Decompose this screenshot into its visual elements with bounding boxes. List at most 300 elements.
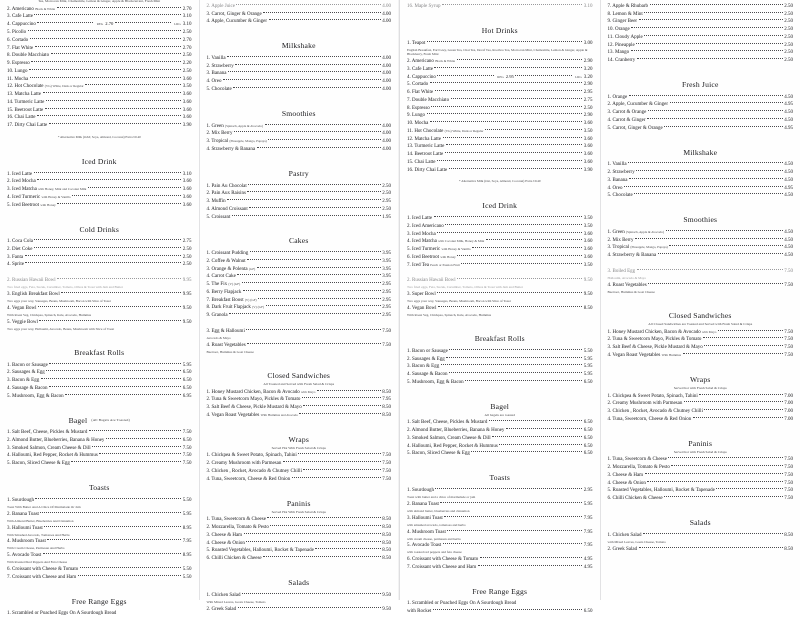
menu-item-row xyxy=(207,146,392,153)
menu-item-name: 5. Croissant xyxy=(207,215,231,221)
leader-dots xyxy=(51,51,182,55)
menu-item-name: 11. Cloudy Apple xyxy=(608,35,643,41)
menu-item-name: 6. Flat White xyxy=(407,90,433,96)
leader-dots xyxy=(30,35,182,39)
menu-item-name: 1. Iced Latte xyxy=(407,216,432,222)
menu-item-name: 2. Sausages & Egg xyxy=(407,357,445,363)
menu-item-price: 3.60 xyxy=(584,144,593,150)
menu-item-name: 15. Beetroot Latte xyxy=(7,108,43,114)
leader-dots xyxy=(57,4,182,8)
menu-item-name: 2. Iced Mocha xyxy=(7,179,36,185)
menu-item-name: 2. Americano Black & White xyxy=(407,59,455,65)
menu-item-name: 2. Strawberry xyxy=(207,64,234,70)
leader-dots xyxy=(427,111,583,115)
menu-item-price: 4.50 xyxy=(784,110,793,116)
menu-item-row xyxy=(7,305,192,312)
leader-dots xyxy=(65,391,181,395)
leader-dots xyxy=(34,169,182,173)
menu-item-name: 3. Egg & Halloumi xyxy=(207,329,245,335)
menu-item-price: 5.95 xyxy=(584,364,593,370)
menu-item-description: Toast With Butter And A Chice Of Marmalade Or Jam xyxy=(7,505,192,510)
menu-item-description: with roasted red peppers and feta cheese xyxy=(407,550,593,555)
menu-item-name: 7. Apple & Rhubarb xyxy=(608,4,649,10)
menu-item-name: 16. Chai Latte xyxy=(7,115,35,121)
menu-item-qualifier: (VG) White, Dark or Regular xyxy=(445,129,484,133)
leader-dots xyxy=(437,157,582,161)
menu-item-name: 4. Cheese & Onion xyxy=(608,481,646,487)
menu-item-row xyxy=(7,278,192,285)
menu-item-name: 7. Iced Tea Peach or Passion Fruit xyxy=(407,263,460,269)
menu-item-qualifier: with Honey, Mint and Coconut Milk xyxy=(38,187,86,191)
section-spacer xyxy=(7,210,192,217)
section-heading: Paninis xyxy=(207,500,392,508)
section-heading: Iced Drink xyxy=(407,202,593,210)
menu-item-name: 4. Tuna, Sweetcorn, Cheese & Red Onion xyxy=(608,417,692,423)
menu-item-price: 7.95 xyxy=(584,543,593,549)
menu-item-price: 2.50 xyxy=(183,255,192,261)
section-heading: Breakfast Rolls xyxy=(407,335,593,343)
menu-item-name: 4. Iced Matcha with Coconut Milk, Honey & Mint xyxy=(407,239,484,245)
menu-item-qualifier: with Honey xyxy=(440,255,455,259)
section-footnote: * Alternative Milk (Oat, Soya, Almond, Coconut) Extra £0.40 xyxy=(407,179,593,183)
menu-item-price: 4.00 xyxy=(382,131,391,137)
menu-item-price: 2.50 xyxy=(183,69,192,75)
menu-item-name: 1. Honey Mustard Chicken, Bacon & Avocado with Mayo xyxy=(207,390,316,396)
leader-dots xyxy=(645,470,783,474)
leader-dots xyxy=(437,229,582,233)
menu-item-price: 3.60 xyxy=(183,108,192,114)
menu-item-name: 1. Green (Spinach, Apple & Avocado) xyxy=(608,230,665,236)
menu-item-name: 16. Maple Syrup xyxy=(407,4,440,10)
menu-item-row xyxy=(207,86,392,93)
leader-dots xyxy=(303,402,380,406)
menu-item-price: 2.95 xyxy=(584,488,593,494)
menu-item-price: 8.50 xyxy=(784,547,793,553)
menu-item-price: 7.50 xyxy=(784,330,793,336)
menu-item-price: 4.95 xyxy=(784,126,793,132)
leader-dots xyxy=(31,58,181,62)
leader-dots xyxy=(25,260,181,264)
menu-item-price: 7.50 xyxy=(784,481,793,487)
section-heading: Bagel (All Bagels Are Toasted) xyxy=(7,417,192,425)
menu-item-description: Two fried eggs, Feta, Sucuk, Cucumber, Tomato, Olives & Toast with Jam and Butter xyxy=(7,285,192,290)
menu-item-price: 4.50 xyxy=(784,162,793,168)
menu-item-name: 1. Sourdough xyxy=(407,488,434,494)
menu-item-qualifier: With Hummus xyxy=(662,353,681,357)
section-spacer xyxy=(608,503,794,510)
menu-item-qualifier: with Honey xyxy=(40,203,55,207)
menu-item-price: 2.95 xyxy=(382,282,391,288)
menu-item-description: With Mixed Leaves, Goats Cheese, Tomato xyxy=(207,600,392,605)
leader-dots xyxy=(44,523,181,527)
menu-item-row xyxy=(207,476,392,483)
leader-dots xyxy=(446,354,582,358)
section-heading: Toasts xyxy=(407,474,593,482)
section-spacer xyxy=(407,616,593,623)
menu-item-price: 4.95 xyxy=(784,186,793,192)
leader-dots xyxy=(435,485,582,489)
menu-item-price: 4.50 xyxy=(784,118,793,124)
section-spacer xyxy=(407,11,593,18)
menu-item-name: 2. Apple, Cucumber & Ginger xyxy=(608,102,669,108)
menu-item-name: 9. Espresso xyxy=(7,61,30,67)
menu-item-price: 3.50 xyxy=(584,129,593,135)
leader-dots xyxy=(248,181,380,185)
section-spacer xyxy=(407,572,593,579)
menu-item-description: With Roast Veg, Chickpea, Spinach, Kale, Avocado, Hummus xyxy=(7,313,192,318)
menu-item-name: 6. Chilli Chicken & Cheese xyxy=(207,556,262,562)
menu-item-price: 3.90 xyxy=(584,168,593,174)
leader-dots xyxy=(647,478,782,482)
menu-item-name: 2. Creamy Mushroom with Parmesan xyxy=(207,461,282,467)
menu-item-row xyxy=(207,555,392,562)
menu-item-price: 6.50 xyxy=(584,609,593,615)
menu-item-price: 2.90 xyxy=(584,113,593,119)
leader-dots xyxy=(635,235,783,239)
menu-item-name: 8. Dark Fruit Flapjack (V) (GF) xyxy=(207,305,265,311)
leader-dots xyxy=(445,149,583,153)
menu-item-description: Two fried eggs, Feta, Sucuk, Cucumber, Tomato, Olives & Toast with Jam and Butter xyxy=(407,285,593,290)
menu-item-name: 2. Greek Salad xyxy=(608,547,638,553)
menu-item-row xyxy=(207,606,392,613)
menu-item-name: 13. Mango xyxy=(608,50,630,56)
menu-item-name: 9. Granola xyxy=(207,313,228,319)
leader-dots xyxy=(449,369,582,373)
menu-item-name: 3. Tropical (Pineapple, Mango, Papaya) xyxy=(608,245,668,251)
menu-item-price: 3.60 xyxy=(584,255,593,261)
menu-item-price: 4.00 xyxy=(382,71,391,77)
leader-dots xyxy=(433,606,582,610)
leader-dots xyxy=(434,213,583,217)
menu-item-price: 7.50 xyxy=(784,473,793,479)
menu-item-price: 7.50 xyxy=(382,329,391,335)
menu-item-name: 1. Chicken Salad xyxy=(207,593,241,599)
section-spacer xyxy=(207,221,392,228)
menu-item-row xyxy=(7,460,192,467)
menu-item-name: 4. Mushroom Toast xyxy=(407,530,446,536)
menu-item-row xyxy=(407,515,593,522)
menu-item-name: 2. Russian Hawaii Bowl xyxy=(7,278,56,284)
menu-item-price: 7.50 xyxy=(382,453,391,459)
menu-item-price: 4.00 xyxy=(382,87,391,93)
menu-item-price: 2.50 xyxy=(784,50,793,56)
leader-dots xyxy=(628,160,783,164)
menu-item-name: 2. Banana Toast xyxy=(7,512,39,518)
menu-item-name: 7. Double Macchiato xyxy=(407,98,449,104)
leader-dots xyxy=(443,134,583,138)
section-spacer xyxy=(407,387,593,394)
menu-item-price: 2.95 xyxy=(382,305,391,311)
section-heading: Salads xyxy=(207,579,392,587)
menu-item-description: Two eggs your way, Halloumi, Avocado, Beans, Mushroom with Slice of Toast xyxy=(7,327,192,332)
menu-item-price: 8.50 xyxy=(584,306,593,312)
menu-item-name: 1. Tuna, Sweetcorn & Cheese xyxy=(207,517,266,523)
leader-dots xyxy=(46,368,181,372)
menu-item-description: Beetroot, Hummus & Goat Cheese xyxy=(207,350,392,355)
menu-item-price: 2.70 xyxy=(183,38,192,44)
leader-dots xyxy=(229,310,381,314)
leader-dots xyxy=(236,1,380,5)
menu-item-price: 5.95 xyxy=(183,363,192,369)
leader-dots xyxy=(266,303,381,307)
menu-item-name: 3. Banana xyxy=(608,178,628,184)
menu-item-price: 2.50 xyxy=(784,43,793,49)
menu-item-name: 4. Roast Vegetables xyxy=(207,343,246,349)
menu-item-price: 8.95 xyxy=(183,553,192,559)
menu-item-name: 2. Diet Coke xyxy=(7,247,32,253)
menu-item-price: 3.60 xyxy=(584,160,593,166)
menu-item-name: 5. Roasted Vegetables, Halloumi, Rocket & Tapenade xyxy=(608,488,715,494)
menu-item-qualifier: Black & White xyxy=(435,59,455,63)
menu-item-name: 1. Bacon or Sausage xyxy=(7,363,48,369)
section-spacer xyxy=(7,401,192,408)
menu-item-row xyxy=(7,539,192,546)
leader-dots xyxy=(441,362,583,366)
menu-item-row xyxy=(207,412,392,419)
section-heading: Smoothies xyxy=(207,110,392,118)
menu-item-name: 14. Beetroot Latte xyxy=(407,152,443,158)
menu-item-price: 3.60 xyxy=(584,232,593,238)
section-spacer xyxy=(608,424,794,431)
menu-item-price: 2.70 xyxy=(183,7,192,13)
menu-item-price: 3.60 xyxy=(183,92,192,98)
leader-dots xyxy=(447,527,582,531)
section-note: All bagels are toasted xyxy=(407,413,593,417)
menu-item-price: 3.10 xyxy=(183,22,192,28)
menu-item-price: 6.50 xyxy=(584,451,593,457)
menu-item-price: 7.50 xyxy=(784,345,793,351)
section-heading: Wraps xyxy=(608,376,794,384)
menu-item-name: 5. The Fix (V) (GF) xyxy=(207,282,241,288)
menu-item-qualifier: With Hummus and Avocado xyxy=(261,413,298,417)
leader-dots xyxy=(30,74,182,78)
section-heading: Fresh Juice xyxy=(608,81,794,89)
menu-item-name: 10. Lungo xyxy=(7,69,28,75)
leader-dots xyxy=(227,53,381,57)
menu-item-description: with almond butter, blueberries and cinnamon xyxy=(407,509,593,514)
leader-dots xyxy=(631,24,783,28)
leader-dots xyxy=(427,38,582,42)
menu-item-name: 4. Carrot & Ginger xyxy=(608,118,646,124)
menu-item-price: 7.50 xyxy=(382,343,391,349)
menu-item-name: 1. Salt Beef, Cheese, Pickles & Mustard xyxy=(407,420,487,426)
menu-item-name: 6. Iced Beetroot with Honey xyxy=(407,255,456,261)
leader-dots xyxy=(631,48,783,52)
section-note: Served Hot With Fresh Salad & Crisps xyxy=(207,446,392,450)
leader-dots xyxy=(235,61,381,65)
menu-item-price: 5.95 xyxy=(183,512,192,518)
menu-item-name: 4. Almond Croissant xyxy=(207,207,248,213)
menu-item-name: 10. Orange xyxy=(608,27,630,33)
leader-dots xyxy=(457,56,583,60)
menu-item-name: 8. Double Macchiato xyxy=(7,53,49,59)
menu-item-price: 4.00 xyxy=(382,56,391,62)
leader-dots xyxy=(636,167,783,171)
menu-item-price: 4.00 xyxy=(382,4,391,10)
menu-item-name: 1. Teapot xyxy=(407,41,425,47)
leader-dots xyxy=(438,303,582,307)
menu-item-price: 3.50 xyxy=(183,84,192,90)
section-heading: Pastry xyxy=(207,170,392,178)
leader-dots xyxy=(451,95,583,99)
menu-item-price: 2.50 xyxy=(183,53,192,59)
section-heading: Free Range Eggs xyxy=(407,588,593,596)
section-spacer xyxy=(207,614,392,621)
menu-item-name: 4. Sausage & Bacon xyxy=(7,386,48,392)
menu-item-price: 3.60 xyxy=(183,187,192,193)
menu-item-row xyxy=(608,268,794,275)
menu-item-name: 6. Croissant with Cheese & Tomato xyxy=(407,557,478,563)
menu-item-price: 2.50 xyxy=(183,247,192,253)
menu-item-name: 2. Mozzarella, Tomato & Pesto xyxy=(608,465,670,471)
menu-item-price: 8.50 xyxy=(382,517,391,523)
leader-dots xyxy=(506,425,582,429)
leader-dots xyxy=(699,391,783,395)
menu-item-name: 3. Boiled Egg xyxy=(608,269,636,275)
leader-dots xyxy=(238,604,381,608)
leader-dots xyxy=(647,115,783,119)
menu-item-row xyxy=(407,608,593,615)
menu-item-price: 9.50 xyxy=(584,292,593,298)
leader-dots xyxy=(445,221,582,225)
menu-item-price: 4.50 xyxy=(784,95,793,101)
leader-dots xyxy=(37,20,93,24)
leader-dots xyxy=(29,66,181,70)
menu-item-name: 11. Mocha xyxy=(7,77,28,83)
menu-item-price: 9.50 xyxy=(183,320,192,326)
leader-dots xyxy=(629,175,783,179)
menu-item-name: 3. Chicken , Rocket, Avocado & Chutney Chilli xyxy=(207,469,302,475)
menu-item-name: 3. Cafe Latte xyxy=(407,67,433,73)
menu-item-price: 3.10 xyxy=(183,14,192,20)
menu-item-row xyxy=(407,564,593,571)
menu-item-row xyxy=(407,543,593,550)
menu-item-row xyxy=(407,305,593,312)
menu-item-price: 3.60 xyxy=(584,137,593,143)
menu-item-price: 4.95 xyxy=(584,565,593,571)
section-heading: Toasts xyxy=(7,484,192,492)
menu-item-name: 3. Banana xyxy=(207,71,227,77)
leader-dots xyxy=(457,276,582,280)
leader-dots xyxy=(43,89,182,93)
menu-item-price: 2.90 xyxy=(584,59,593,65)
leader-dots xyxy=(431,103,582,107)
leader-dots xyxy=(28,27,182,31)
menu-item-qualifier: (Pineapple, Mango, Papaya) xyxy=(229,139,266,143)
menu-item-name: 1. Croissant Pudding xyxy=(207,251,249,257)
menu-item-name: 4. Iced Turmeric with Honey & Vanilla xyxy=(7,195,70,201)
section-spacer xyxy=(207,26,392,33)
menu-item-row xyxy=(7,393,192,400)
menu-item-name: 4. Halloumi, Red Pepper, Rocket & Hummus xyxy=(7,453,98,459)
leader-dots xyxy=(664,123,782,127)
leader-dots xyxy=(430,80,583,84)
menu-item-price: 3.60 xyxy=(183,115,192,121)
leader-dots xyxy=(34,12,181,16)
menu-item-price: 4.95 xyxy=(584,557,593,563)
menu-item-name: 5. Iced Turmeric with Honey & Vanilla xyxy=(407,247,470,253)
menu-item-name: 3. English Breakfast Bowl xyxy=(7,292,60,298)
menu-item-price: 4.50 xyxy=(784,193,793,199)
section-spacer xyxy=(608,200,794,207)
menu-item-name: 2. Mozzarella, Tomato & Pesto xyxy=(207,525,269,531)
leader-dots xyxy=(232,212,381,216)
menu-item-price: 2.90 xyxy=(584,82,593,88)
leader-dots xyxy=(671,462,782,466)
menu-item-price: 3.00 xyxy=(584,41,593,47)
leader-dots xyxy=(258,295,381,299)
section-subnote: (All Bagels Are Toasted) xyxy=(91,419,130,423)
leader-dots xyxy=(57,276,181,280)
menu-item-price: 2.95 xyxy=(382,298,391,304)
leader-dots xyxy=(644,32,783,36)
menu-item-price: 2.75 xyxy=(183,239,192,245)
menu-item-price: 6.50 xyxy=(584,444,593,450)
leader-dots xyxy=(40,509,181,513)
menu-item-row xyxy=(7,611,192,617)
section-heading: Cold Drinks xyxy=(7,226,192,234)
leader-dots xyxy=(639,544,783,548)
leader-dots xyxy=(57,200,181,204)
section-spacer xyxy=(608,554,794,561)
menu-item-row xyxy=(207,19,392,26)
menu-item-row xyxy=(7,574,192,581)
menu-item-price: 8.50 xyxy=(382,390,391,396)
leader-dots xyxy=(99,451,181,455)
leader-dots xyxy=(263,9,380,13)
menu-item-price: 3.50 xyxy=(584,216,593,222)
menu-item-name: 1. Scrambled or Poached Eggs On A Sourdough Bread xyxy=(407,601,516,607)
section-heading: Bagel xyxy=(407,403,593,411)
leader-dots xyxy=(49,360,181,364)
leader-dots xyxy=(233,84,380,88)
menu-item-name: 1. Vanilla xyxy=(207,56,226,62)
menu-item-price: 7.50 xyxy=(784,283,793,289)
menu-item-price: 8.50 xyxy=(382,556,391,562)
menu-item-qualifier: with Coconut Milk, Honey & Mint xyxy=(438,239,484,243)
menu-item-name: 4. Roast Vegetables xyxy=(608,283,647,289)
menu-item-price: 7.95 xyxy=(183,539,192,545)
menu-item-description: With Almond Butter, Blueberries And Cinnamon xyxy=(7,519,192,524)
menu-item-price: 3.60 xyxy=(584,121,593,127)
menu-item-qualifier: (Spinach, Apple & Avocado) xyxy=(626,230,664,234)
menu-item-price: 7.50 xyxy=(784,457,793,463)
menu-item-row xyxy=(407,451,593,458)
menu-item-price: 7.95 xyxy=(382,397,391,403)
menu-item-name: 4. Tuna, Sweetcorn, Cheese & Red Onion xyxy=(207,477,291,483)
section-note: All Closed Sandwiches are Toasted and Served with Fresh Salad & Crisps xyxy=(608,322,794,326)
menu-item-name: 7. Flat White xyxy=(7,46,33,52)
menu-item-name: 6. Croissant with Cheese & Tomato xyxy=(7,567,78,573)
menu-column-content xyxy=(7,2,192,625)
section-heading: Closed Sandwiches xyxy=(608,312,794,320)
menu-item-row xyxy=(407,529,593,536)
menu-item-price: 5.50 xyxy=(183,575,192,581)
menu-item-price: 8.50 xyxy=(382,541,391,547)
menu-item-name: 2. Russian Hawaii Bowl xyxy=(407,278,456,284)
menu-item-row xyxy=(7,319,192,326)
leader-dots xyxy=(257,264,381,268)
menu-item-price: 7.50 xyxy=(183,453,192,459)
menu-item-price: 6.50 xyxy=(183,370,192,376)
menu-item-price: 7.50 xyxy=(784,465,793,471)
menu-item-qualifier: (V) (GF) xyxy=(252,305,264,309)
menu-item-description: Avocado & Mayo xyxy=(207,336,392,341)
section-spacer xyxy=(608,360,794,367)
leader-dots xyxy=(265,121,381,125)
menu-item-price: 3.60 xyxy=(183,100,192,106)
menu-item-price: 2.50 xyxy=(784,27,793,33)
